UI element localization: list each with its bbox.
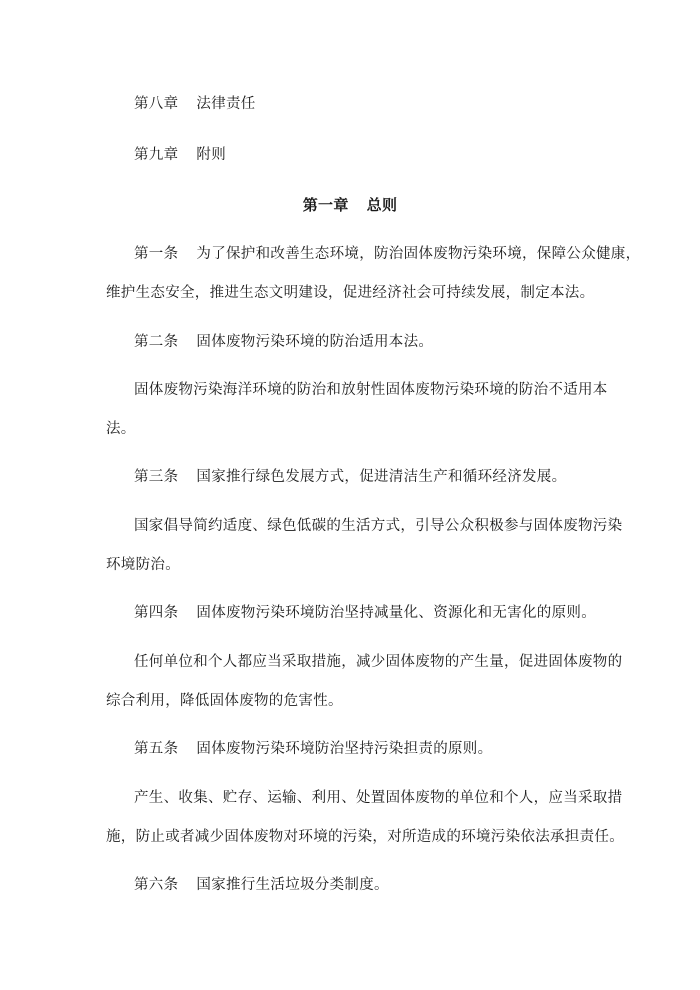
article-2-para-2-line-2: 法。: [106, 421, 136, 437]
article-3-para-2-line-1: 国家倡导简约适度、绿色低碳的生活方式，引导公众积极参与固体废物污染: [134, 518, 623, 534]
article-5: [134, 740, 492, 758]
article-text: 固体废物污染环境的防治适用本法。: [196, 334, 434, 350]
article-2-para-2-line-1: 固体废物污染海洋环境的防治和放射性固体废物污染环境的防治不适用本: [134, 382, 608, 398]
toc-chapter-9: [134, 146, 226, 164]
article-5-para-2-line-2: 施，防止或者减少固体废物对环境的污染，对所造成的环境污染依法承担责任。: [106, 829, 624, 845]
article-number: 第二条: [134, 334, 179, 350]
article-text: 国家推行生活垃圾分类制度。: [196, 877, 389, 893]
article-number: 第三条: [134, 469, 179, 485]
article-6: [134, 876, 389, 894]
chapter-number: 第一章: [302, 196, 349, 214]
article-1-line-1: [134, 245, 640, 263]
article-4-para-2-line-1: 任何单位和个人都应当采取措施，减少固体废物的产生量，促进固体废物的: [134, 654, 623, 670]
toc-chapter-8: [134, 95, 256, 113]
article-1-line-2: 维护生态安全，推进生态文明建设，促进经济社会可持续发展，制定本法。: [106, 285, 595, 301]
article-text: 为了保护和改善生态环境，防治固体废物污染环境，保障公众健康，: [196, 246, 641, 262]
article-2: [134, 333, 433, 351]
chapter-number: 第九章: [134, 147, 179, 163]
article-text: 固体废物污染环境防治坚持减量化、资源化和无害化的原则。: [196, 605, 597, 621]
chapter-title: 总则: [366, 196, 398, 214]
article-4-para-2-line-2: 综合利用，降低固体废物的危害性。: [106, 693, 343, 709]
article-4: [134, 604, 596, 622]
chapter-1-heading: [0, 196, 700, 214]
article-number: 第六条: [134, 877, 179, 893]
chapter-title: 法律责任: [196, 96, 256, 112]
chapter-title: 附则: [196, 147, 227, 163]
article-number: 第一条: [134, 246, 179, 262]
article-text: 国家推行绿色发展方式，促进清洁生产和循环经济发展。: [196, 469, 567, 485]
article-3: [134, 468, 566, 486]
chapter-number: 第八章: [134, 96, 179, 112]
article-5-para-2-line-1: 产生、收集、贮存、运输、利用、处置固体废物的单位和个人，应当采取措: [134, 790, 623, 806]
article-3-para-2-line-2: 环境防治。: [106, 557, 180, 573]
article-number: 第五条: [134, 741, 179, 757]
article-number: 第四条: [134, 605, 179, 621]
article-text: 固体废物污染环境防治坚持污染担责的原则。: [196, 741, 493, 757]
